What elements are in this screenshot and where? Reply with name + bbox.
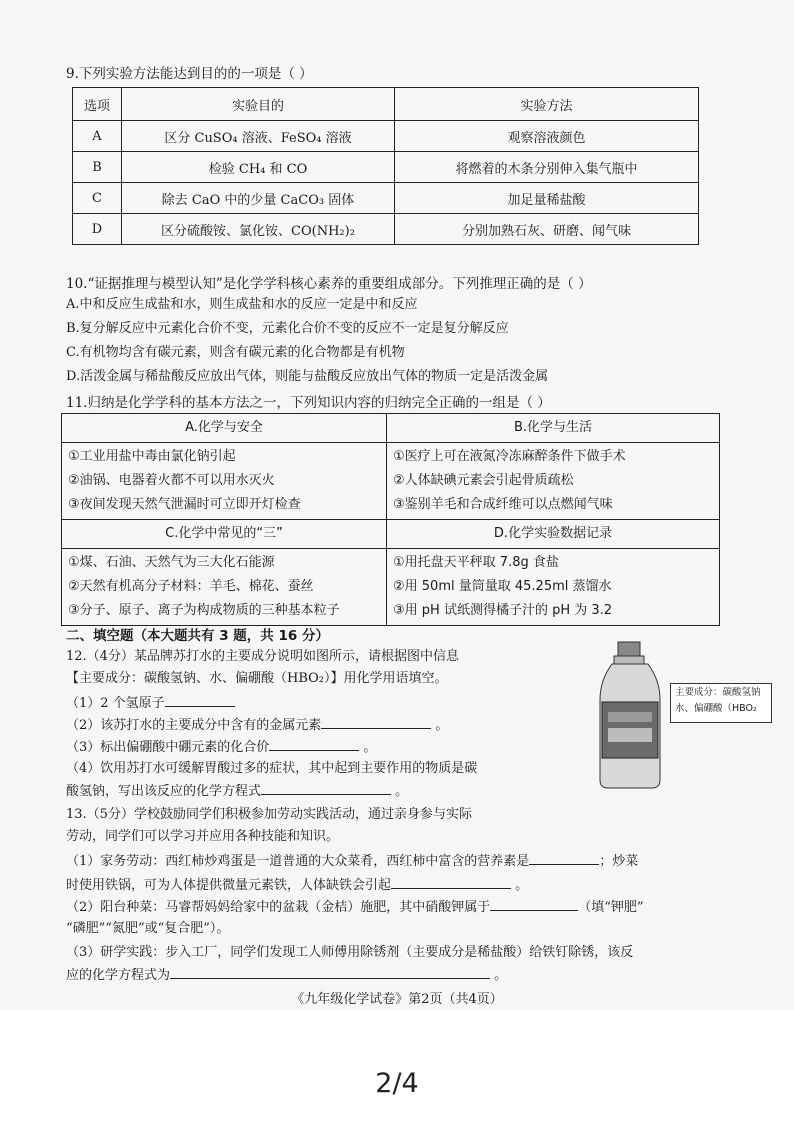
q11-item: ③用 pH 试纸测得橘子汁的 pH 为 3.2 [393,603,613,618]
q11-item: ②油锅、电器着火都不可以用水灭火 [68,473,275,488]
q9-header-goal: 实验目的 [122,88,395,121]
q12-sub-3: （3）标出偏硼酸中硼元素的化合价 。 [66,740,377,755]
q9-row [73,183,699,214]
q11-cell-d [387,549,720,626]
q9-header-option: 选项 [73,88,122,121]
soda-bottle-image [590,640,670,790]
q9-row [73,214,699,245]
q11-item: ③鉴别羊毛和合成纤维可以点燃闻气味 [393,497,613,512]
q9-row [73,121,699,152]
q9-row-goal: 区分 CuSO₄ 溶液、FeSO₄ 溶液 [122,121,395,152]
q9-row-goal: 区分硫酸铵、氯化铵、CO(NH₂)₂ [122,214,395,245]
q11-item: ①用托盘天平秤取 7.8g 食盐 [393,555,559,570]
q9-row-goal: 检验 CH₄ 和 CO [122,152,395,183]
q10-option-a: A.中和反应生成盐和水，则生成盐和水的反应一定是中和反应 [66,297,418,312]
q13-line-1: 13.（5分）学校鼓励同学们积极参加劳动实践活动，通过亲身参与实际 [66,807,472,822]
page-number: 2/4 [375,1068,419,1099]
q13-sub-2a: （2）阳台种菜：马睿帮妈妈给家中的盆栽（金桔）施肥，其中硝酸钾属于 （填“钾肥” [66,900,644,915]
q9-row [73,152,699,183]
q12-line-2: 【主要成分：碳酸氢钠、水、偏硼酸（HBO₂）】用化学用语填空。 [66,671,448,686]
q9-row-method: 分别加熟石灰、研磨、闻气味 [395,214,699,245]
q11-cell-c-title: C.化学中常见的“三” [62,520,387,549]
page-footer: 《九年级化学试卷》第2页（共4页） [291,992,503,1007]
q10-option-c: C.有机物均含有碳元素，则含有碳元素的化合物都是有机物 [66,345,405,360]
q10-option-b: B.复分解反应中元素化合价不变，元素化合价不变的反应不一定是复分解反应 [66,321,509,336]
q13-sub-1c: 时使用铁锅，可为人体提供微量元素铁，人体缺铁会引起 。 [66,878,529,893]
q11-cell-d-title: D.化学实验数据记录 [387,520,720,549]
section-title: 二、填空题（本大题共有 3 题，共 16 分） [66,628,329,644]
q11-item: ②天然有机高分子材料：羊毛、棉花、蚕丝 [68,579,314,594]
q9-header-method: 实验方法 [395,88,699,121]
q12-sub-2: （2）该苏打水的主要成分中含有的金属元素 。 [66,718,449,733]
q9-row-option: C [73,183,122,214]
q11-table [61,413,720,626]
q13-sub-3b: 应的化学方程式为 。 [66,968,508,983]
q9-row-method: 加足量稀盐酸 [395,183,699,214]
q9-row-method: 观察溶液颜色 [395,121,699,152]
q11-item: ②用 50ml 量筒量取 45.25ml 蒸馏水 [393,579,612,594]
q10-option-d: D.活泼金属与稀盐酸反应放出气体，则能与盐酸反应放出气体的物质一定是活泼金属 [66,369,549,384]
q11-cell-c [62,549,387,626]
q11-cell-b-title: B.化学与生活 [387,414,720,443]
q12-sub-4b: 酸氢钠，写出该反应的化学方程式 。 [66,784,409,799]
q10-stem: 10.“证据推理与模型认知”是化学学科核心素养的重要组成部分。下列推理正确的是（ ） [66,276,592,292]
q13-line-2: 劳动，同学们可以学习并应用各种技能和知识。 [66,829,340,844]
q11-item: ①医疗上可在液氮冷冻麻醉条件下做手术 [393,449,626,464]
q11-item: ①工业用盐中毒由氯化钠引起 [68,449,236,464]
q11-item: ①煤、石油、天然气为三大化石能源 [68,555,275,570]
q11-item: ③夜间发现天然气泄漏时可立即开灯检查 [68,497,301,512]
q13-sub-3a: （3）研学实践：步入工厂，同学们发现工人师傅用除锈剂（主要成分是稀盐酸）给铁钉除锈，该反 [66,945,634,960]
q9-row-option: B [73,152,122,183]
q9-stem: 9.下列实验方法能达到目的的一项是（ ） [66,66,313,82]
ingredient-label-line: 主要成分：碳酸氢钠 [675,687,761,698]
q9-row-option: D [73,214,122,245]
q12-sub-4a: （4）饮用苏打水可缓解胃酸过多的症状，其中起到主要作用的物质是碳 [66,761,478,776]
q11-item: ③分子、原子、离子为构成物质的三种基本粒子 [68,603,340,618]
q11-cell-a-title: A.化学与安全 [62,414,387,443]
q9-row-option: A [73,121,122,152]
q9-row-goal: 除去 CaO 中的少量 CaCO₃ 固体 [122,183,395,214]
q12-line-1: 12.（4分）某品牌苏打水的主要成分说明如图所示，请根据图中信息 [66,649,459,664]
ingredient-label-line: 水、偏硼酸（HBO₂ [675,703,757,714]
q11-stem: 11.归纳是化学学科的基本方法之一，下列知识内容的归纳完全正确的一组是（ ） [66,395,551,411]
q11-item: ②人体缺碘元素会引起骨质疏松 [393,473,574,488]
q9-table [72,87,699,245]
ingredient-label [670,683,772,723]
q13-sub-2c: “磷肥”“氮肥”或“复合肥”）。 [66,921,230,936]
q9-row-method: 将燃着的木条分别伸入集气瓶中 [395,152,699,183]
q11-cell-a [62,443,387,520]
q13-sub-1a: （1）家务劳动：西红柿炒鸡蛋是一道普通的大众菜肴，西红柿中富含的营养素是 ；炒菜 [66,854,639,869]
q12-sub-1: （1）2 个氢原子 [66,694,235,713]
q11-cell-b [387,443,720,520]
